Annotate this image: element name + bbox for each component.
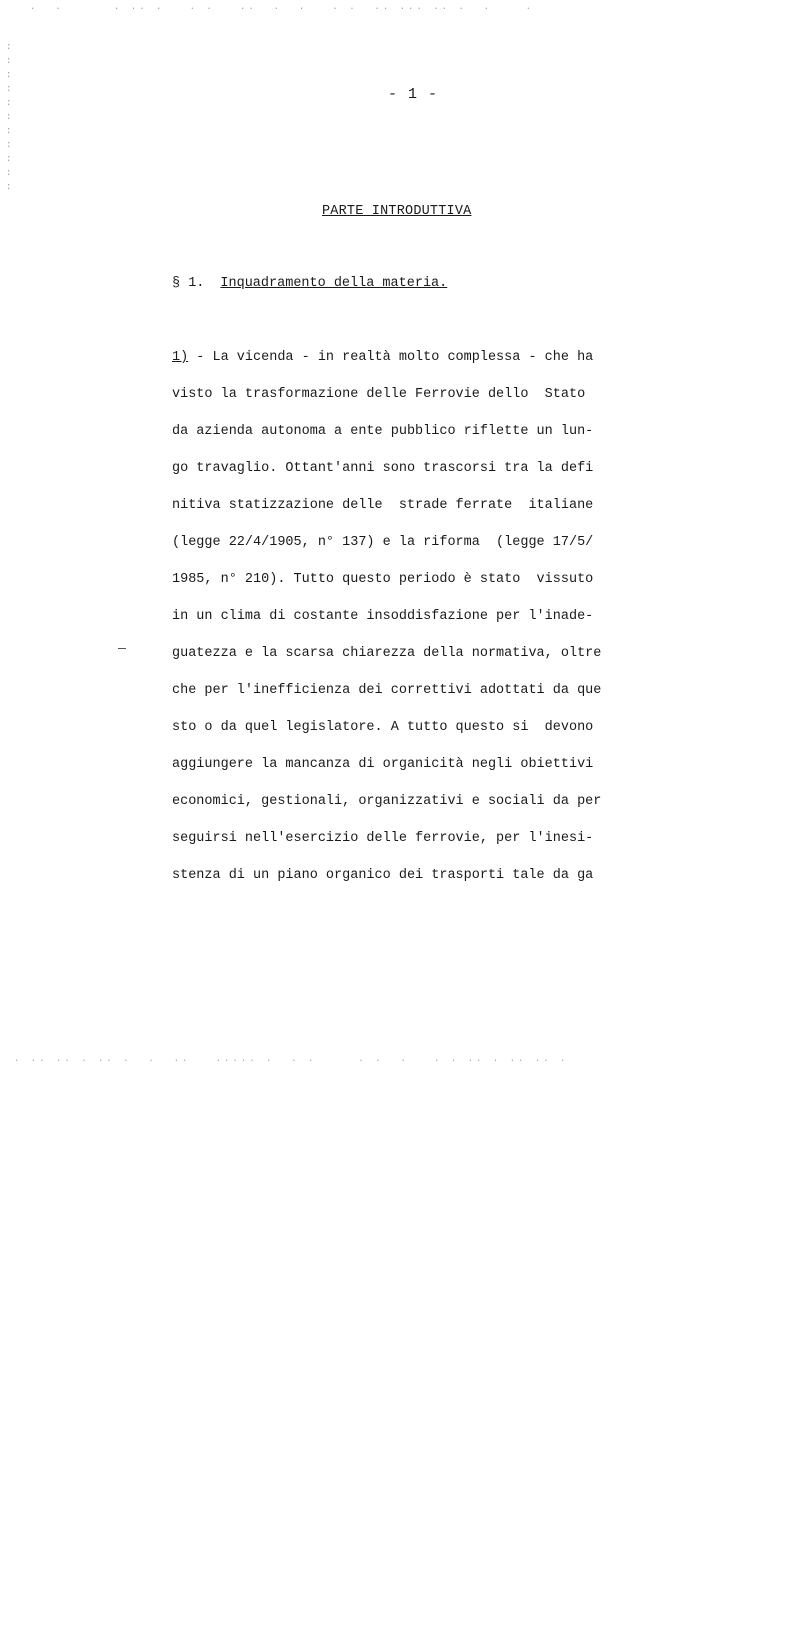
paragraph-line: 1) - La vicenda - in realtà molto complessa - che ha xyxy=(172,350,594,365)
body-paragraph xyxy=(172,348,692,903)
paragraph-line: che per l'inefficienza dei correttivi adottati da que xyxy=(172,683,602,698)
paragraph-line: in un clima di costante insoddisfazione per l'inade- xyxy=(172,609,594,624)
scan-noise-mid: · ·· ·· · ·· · · ·· ····· · · · · · · · · ·· · ·· ·· · xyxy=(14,1056,569,1066)
paragraph-line: aggiungere la mancanza di organicità negli obiettivi xyxy=(172,757,594,772)
scan-noise-top: · · · ·· · · · ·· · · · · ·· ··· ·· · · · xyxy=(30,4,535,14)
scan-noise-left: : : : : : : : : : : : xyxy=(6,42,12,192)
paragraph-line: da azienda autonoma a ente pubblico riflette un lun- xyxy=(172,424,594,439)
paragraph-line: nitiva statizzazione delle strade ferrate italiane xyxy=(172,498,594,513)
paragraph-line: (legge 22/4/1905, n° 137) e la riforma (legge 17/5/ xyxy=(172,535,594,550)
page-number: - 1 - xyxy=(388,86,439,103)
section-title: Inquadramento della materia. xyxy=(220,276,448,291)
section-heading xyxy=(172,276,447,291)
paragraph-line: sto o da quel legislatore. A tutto questo si devono xyxy=(172,720,594,735)
paragraph-line: go travaglio. Ottant'anni sono trascorsi tra la defi xyxy=(172,461,594,476)
paragraph-line: 1985, n° 210). Tutto questo periodo è stato vissuto xyxy=(172,572,594,587)
paragraph-marker: 1) xyxy=(172,350,189,365)
margin-mark xyxy=(118,648,126,649)
paragraph-line: visto la trasformazione delle Ferrovie dello Stato xyxy=(172,387,586,402)
paragraph-line: stenza di un piano organico dei trasporti tale da ga xyxy=(172,868,594,883)
paragraph-line: economici, gestionali, organizzativi e sociali da per xyxy=(172,794,602,809)
paragraph-line: seguirsi nell'esercizio delle ferrovie, per l'inesi- xyxy=(172,831,594,846)
paragraph-line: guatezza e la scarsa chiarezza della normativa, oltre xyxy=(172,646,602,661)
section-number: § 1. xyxy=(172,276,205,291)
page-heading: PARTE INTRODUTTIVA xyxy=(322,204,472,219)
